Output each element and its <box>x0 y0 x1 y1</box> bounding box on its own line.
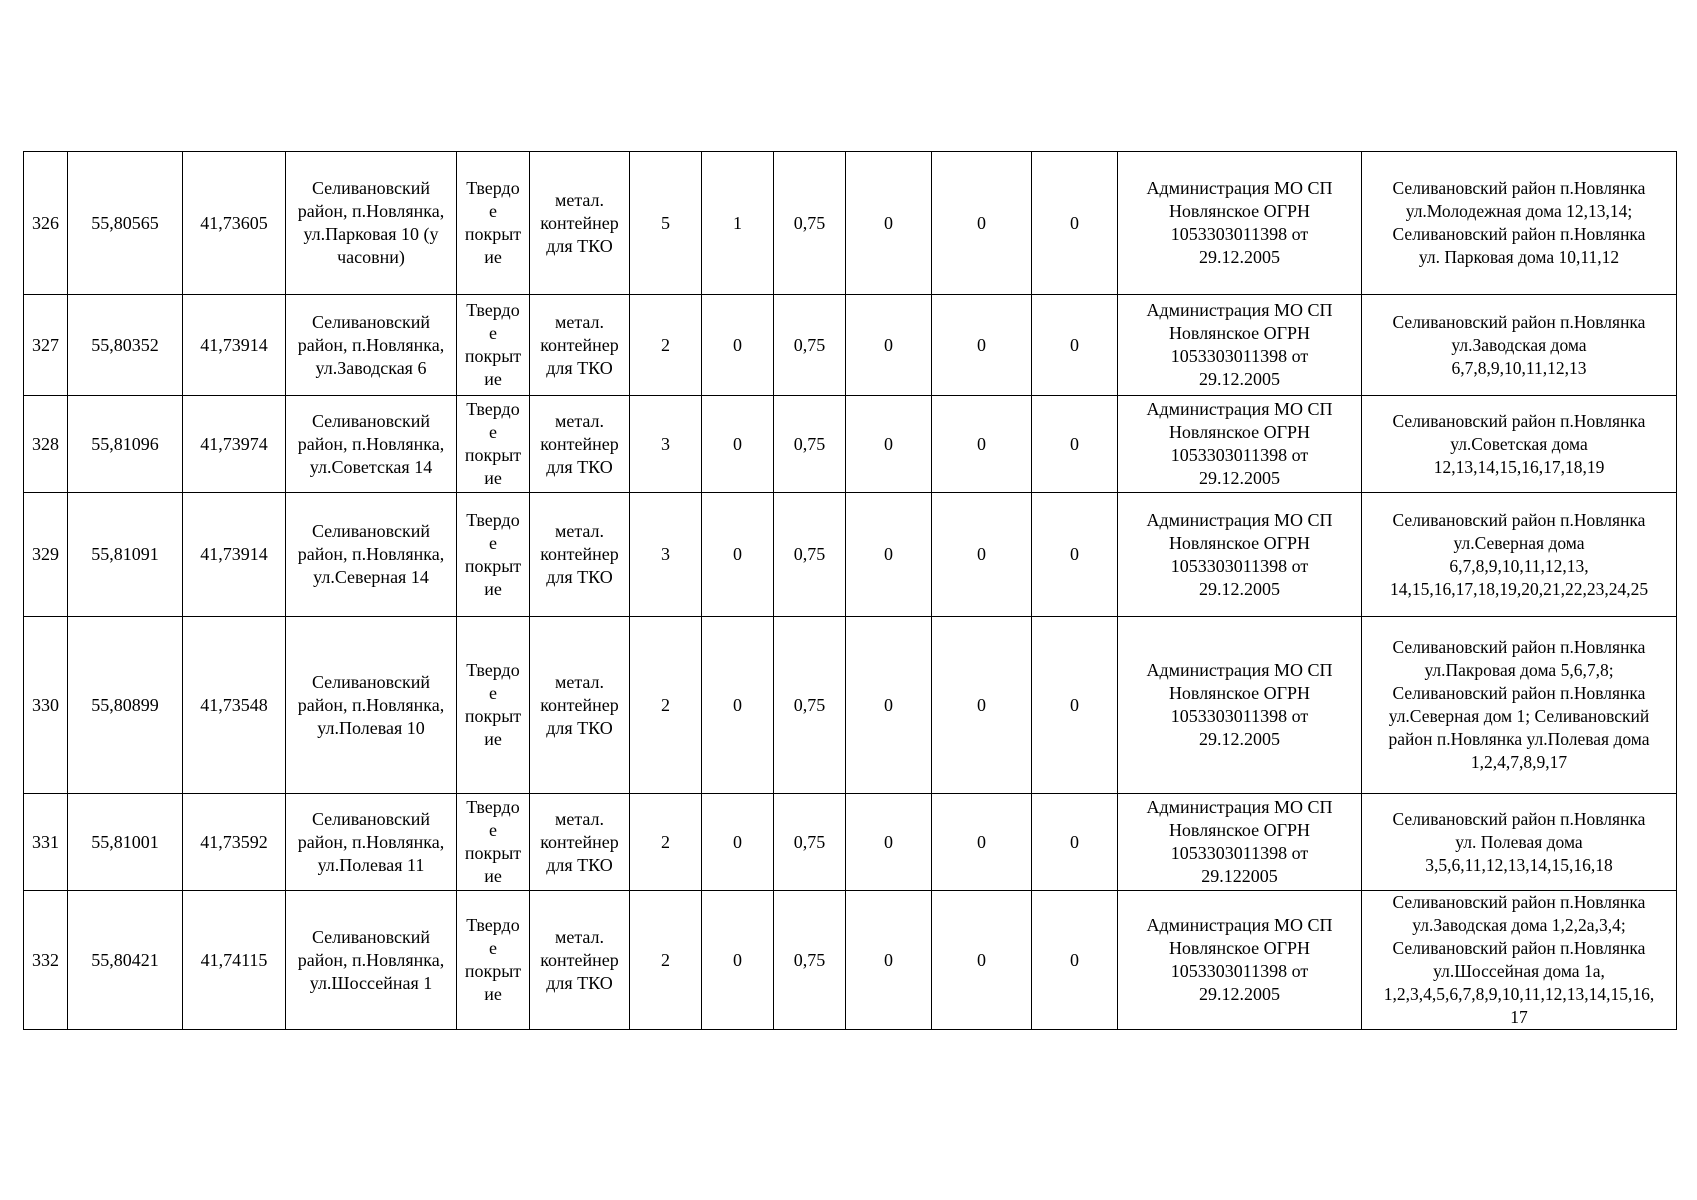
count-col-5: 0 <box>932 617 1032 794</box>
count-col-6: 0 <box>1032 617 1118 794</box>
owner-info: Администрация МО СП Новлянское ОГРН 1053303011398 от 29.12.2005 <box>1118 617 1362 794</box>
container-count: 2 <box>630 617 702 794</box>
container-type: метал. контейнер для ТКО <box>530 396 630 493</box>
count-col-2: 1 <box>702 152 774 295</box>
count-col-4: 0 <box>846 396 932 493</box>
table-row <box>24 396 1677 493</box>
latitude: 55,80352 <box>68 295 183 396</box>
count-col-5: 0 <box>932 152 1032 295</box>
container-type: метал. контейнер для ТКО <box>530 617 630 794</box>
container-type: метал. контейнер для ТКО <box>530 493 630 617</box>
site-number: 326 <box>24 152 68 295</box>
container-count: 3 <box>630 493 702 617</box>
count-col-2: 0 <box>702 617 774 794</box>
latitude: 55,80421 <box>68 891 183 1030</box>
container-type: метал. контейнер для ТКО <box>530 794 630 891</box>
owner-info: Администрация МО СП Новлянское ОГРН 1053303011398 от 29.12.2005 <box>1118 152 1362 295</box>
surface-type: Твердо е покрыт ие <box>457 295 530 396</box>
site-address: Селивановский район, п.Новлянка, ул.Советская 14 <box>286 396 457 493</box>
container-type: метал. контейнер для ТКО <box>530 891 630 1030</box>
count-col-4: 0 <box>846 617 932 794</box>
longitude: 41,73974 <box>183 396 286 493</box>
count-col-6: 0 <box>1032 794 1118 891</box>
site-address: Селивановский район, п.Новлянка, ул.Северная 14 <box>286 493 457 617</box>
count-col-2: 0 <box>702 295 774 396</box>
longitude: 41,74115 <box>183 891 286 1030</box>
table-row <box>24 152 1677 295</box>
container-volume: 0,75 <box>774 295 846 396</box>
count-col-5: 0 <box>932 794 1032 891</box>
count-col-2: 0 <box>702 891 774 1030</box>
longitude: 41,73914 <box>183 493 286 617</box>
longitude: 41,73605 <box>183 152 286 295</box>
owner-info: Администрация МО СП Новлянское ОГРН 1053303011398 от 29.122005 <box>1118 794 1362 891</box>
latitude: 55,80565 <box>68 152 183 295</box>
surface-type: Твердо е покрыт ие <box>457 794 530 891</box>
longitude: 41,73548 <box>183 617 286 794</box>
table-row <box>24 794 1677 891</box>
container-volume: 0,75 <box>774 617 846 794</box>
container-count: 2 <box>630 794 702 891</box>
latitude: 55,81001 <box>68 794 183 891</box>
site-number: 327 <box>24 295 68 396</box>
surface-type: Твердо е покрыт ие <box>457 891 530 1030</box>
count-col-5: 0 <box>932 493 1032 617</box>
container-count: 3 <box>630 396 702 493</box>
waste-sources: Селивановский район п.Новлянка ул.Заводская дома 1,2,2а,3,4; Селивановский район п.Новлянка ул.Шоссейная дома 1а, 1,2,3,4,5,6,7,8,9,10,11,12,13,14,15,16, 17 <box>1362 891 1677 1030</box>
owner-info: Администрация МО СП Новлянское ОГРН 1053303011398 от 29.12.2005 <box>1118 396 1362 493</box>
waste-sources: Селивановский район п.Новлянка ул.Северная дома 6,7,8,9,10,11,12,13, 14,15,16,17,18,19,20,21,22,23,24,25 <box>1362 493 1677 617</box>
count-col-4: 0 <box>846 295 932 396</box>
surface-type: Твердо е покрыт ие <box>457 396 530 493</box>
container-volume: 0,75 <box>774 396 846 493</box>
owner-info: Администрация МО СП Новлянское ОГРН 1053303011398 от 29.12.2005 <box>1118 295 1362 396</box>
site-number: 332 <box>24 891 68 1030</box>
surface-type: Твердо е покрыт ие <box>457 617 530 794</box>
container-volume: 0,75 <box>774 891 846 1030</box>
count-col-6: 0 <box>1032 152 1118 295</box>
count-col-6: 0 <box>1032 396 1118 493</box>
site-number: 329 <box>24 493 68 617</box>
latitude: 55,81096 <box>68 396 183 493</box>
table-row <box>24 617 1677 794</box>
count-col-6: 0 <box>1032 891 1118 1030</box>
owner-info: Администрация МО СП Новлянское ОГРН 1053303011398 от 29.12.2005 <box>1118 891 1362 1030</box>
count-col-4: 0 <box>846 152 932 295</box>
site-address: Селивановский район, п.Новлянка, ул.Шоссейная 1 <box>286 891 457 1030</box>
site-address: Селивановский район, п.Новлянка, ул.Заводская 6 <box>286 295 457 396</box>
count-col-6: 0 <box>1032 493 1118 617</box>
owner-info: Администрация МО СП Новлянское ОГРН 1053303011398 от 29.12.2005 <box>1118 493 1362 617</box>
container-count: 2 <box>630 295 702 396</box>
latitude: 55,80899 <box>68 617 183 794</box>
container-type: метал. контейнер для ТКО <box>530 152 630 295</box>
container-volume: 0,75 <box>774 493 846 617</box>
surface-type: Твердо е покрыт ие <box>457 493 530 617</box>
container-volume: 0,75 <box>774 794 846 891</box>
waste-sources: Селивановский район п.Новлянка ул. Полевая дома 3,5,6,11,12,13,14,15,16,18 <box>1362 794 1677 891</box>
site-address: Селивановский район, п.Новлянка, ул.Полевая 10 <box>286 617 457 794</box>
waste-sources: Селивановский район п.Новлянка ул.Советская дома 12,13,14,15,16,17,18,19 <box>1362 396 1677 493</box>
site-address: Селивановский район, п.Новлянка, ул.Парковая 10 (у часовни) <box>286 152 457 295</box>
count-col-2: 0 <box>702 493 774 617</box>
count-col-4: 0 <box>846 794 932 891</box>
count-col-2: 0 <box>702 396 774 493</box>
waste-sources: Селивановский район п.Новлянка ул.Пакровая дома 5,6,7,8; Селивановский район п.Новлянка ул.Северная дом 1; Селивановский район п.Новлянка ул.Полевая дома 1,2,4,7,8,9,17 <box>1362 617 1677 794</box>
latitude: 55,81091 <box>68 493 183 617</box>
table-row <box>24 891 1677 1030</box>
count-col-4: 0 <box>846 891 932 1030</box>
container-count: 5 <box>630 152 702 295</box>
count-col-6: 0 <box>1032 295 1118 396</box>
longitude: 41,73592 <box>183 794 286 891</box>
site-number: 330 <box>24 617 68 794</box>
count-col-4: 0 <box>846 493 932 617</box>
table-row <box>24 295 1677 396</box>
container-volume: 0,75 <box>774 152 846 295</box>
container-count: 2 <box>630 891 702 1030</box>
longitude: 41,73914 <box>183 295 286 396</box>
waste-sources: Селивановский район п.Новлянка ул.Заводская дома 6,7,8,9,10,11,12,13 <box>1362 295 1677 396</box>
count-col-5: 0 <box>932 295 1032 396</box>
count-col-5: 0 <box>932 396 1032 493</box>
count-col-2: 0 <box>702 794 774 891</box>
waste-sources: Селивановский район п.Новлянка ул.Молодежная дома 12,13,14; Селивановский район п.Новлянка ул. Парковая дома 10,11,12 <box>1362 152 1677 295</box>
container-type: метал. контейнер для ТКО <box>530 295 630 396</box>
table-row <box>24 493 1677 617</box>
waste-sites-table <box>23 151 1677 1030</box>
count-col-5: 0 <box>932 891 1032 1030</box>
surface-type: Твердо е покрыт ие <box>457 152 530 295</box>
site-address: Селивановский район, п.Новлянка, ул.Полевая 11 <box>286 794 457 891</box>
site-number: 331 <box>24 794 68 891</box>
site-number: 328 <box>24 396 68 493</box>
